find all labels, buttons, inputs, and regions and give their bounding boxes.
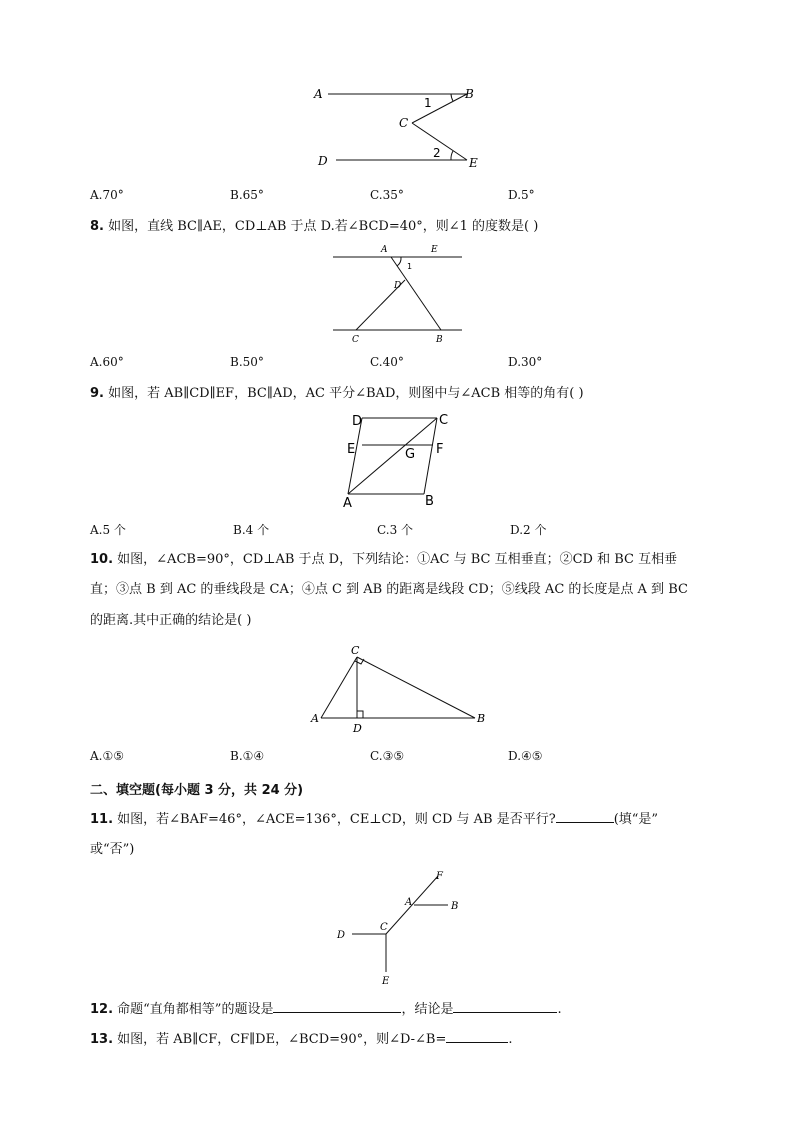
right-angle-d [357,711,363,718]
label-f: F [436,442,444,457]
label-a: A [381,245,388,255]
angle-2-arc [451,151,453,160]
q9-option-d[interactable]: D.2 个 [510,523,547,537]
q7-option-b[interactable]: B.65° [230,188,264,202]
label-c: C [380,922,388,933]
q9-option-a[interactable]: A.5 个 [90,523,126,537]
line-ac [348,418,437,494]
label-a: A [405,897,413,908]
q10-text-1: 如图，∠ACB=90°，CD⊥AB 于点 D，下列结论：①AC 与 BC 互相垂直；②CD 和 BC 互相垂 [113,552,678,567]
question-11-line-1 [90,805,710,835]
question-8 [90,212,710,242]
label-d: D [337,930,346,941]
label-a: A [343,496,352,511]
label-c: C [351,644,360,657]
question-13 [90,1025,710,1055]
label-e: E [431,245,438,255]
q10-text-2: 直；③点 B 到 AC 的垂线段是 CA；④点 C 到 AB 的距离是线段 CD；⑤线段 AC 的长度是点 A 到 BC [90,582,688,597]
label-c: C [352,335,359,345]
q8-option-b[interactable]: B.50° [230,355,264,369]
line-bc [412,94,467,123]
angle-1-arc [397,257,401,266]
q9-options [90,521,710,539]
q8-number: 8. [90,219,104,234]
q11-number: 11. [90,812,114,827]
label-c: C [399,116,409,130]
question-10-line-2 [90,575,710,605]
line-cb [357,657,475,718]
label-d: D [352,414,363,429]
figure-q9 [335,408,465,513]
q13-number: 13. [90,1032,114,1047]
label-b: B [465,87,474,101]
line-ac [321,657,357,718]
label-e: E [469,156,478,170]
q10-text-3: 的距离.其中正确的结论是( ) [90,613,252,628]
figure-q10 [305,640,495,735]
line-ab [391,257,441,330]
q12-premise-blank[interactable] [273,998,401,1013]
question-10-line-3 [90,606,710,636]
q11-answer-blank[interactable] [556,808,614,823]
label-d: D [318,154,328,168]
label-d: D [394,281,402,291]
q11-text-1: 如图，若∠BAF=46°，∠ACE=136°，CE⊥CD，则 CD 与 AB 是否平行? [113,812,556,827]
label-e: E [347,442,356,457]
q13-answer-blank[interactable] [446,1028,508,1043]
figure-q7 [300,80,500,175]
q11-text-1b: (填“是” [613,812,659,827]
label-g: G [405,447,416,462]
q9-number: 9. [90,386,104,401]
label-c: C [439,413,449,428]
figure-q11 [330,868,465,990]
label-angle-1: 1 [424,96,432,110]
label-d: D [353,722,362,735]
label-b: B [451,901,459,912]
question-10-line-1 [90,545,710,575]
q9-option-c[interactable]: C.3 个 [377,523,414,537]
label-e: E [382,976,390,987]
section-heading-fill-in: 二、填空题(每小题 3 分，共 24 分) [90,783,304,798]
q8-option-d[interactable]: D.30° [508,355,543,369]
figure-q8 [325,242,470,348]
q9-option-b[interactable]: B.4 个 [233,523,270,537]
question-12 [90,995,710,1025]
q9-text: 如图，若 AB∥CD∥EF，BC∥AD，AC 平分∠BAD，则图中与∠ACB 相等的角有( ) [103,386,584,401]
label-b: B [436,335,443,345]
label-angle-1: 1 [407,262,413,271]
q13-text-b: . [508,1032,513,1047]
q7-options [90,188,710,206]
label-f: F [436,871,443,882]
angle-1-arc [451,94,453,101]
label-angle-2: 2 [433,146,441,160]
q13-text-a: 如图，若 AB∥CF，CF∥DE，∠BCD=90°，则∠D-∠B= [113,1032,447,1047]
q10-option-a[interactable]: A.①⑤ [90,749,124,763]
q11-text-2: 或“否”) [90,842,135,857]
q8-option-c[interactable]: C.40° [370,355,404,369]
q12-text-a: 命题“直角都相等”的题设是 [113,1002,274,1017]
q7-option-d[interactable]: D.5° [508,188,535,202]
q8-options [90,355,710,373]
q8-option-a[interactable]: A.60° [90,355,124,369]
q7-option-c[interactable]: C.35° [370,188,404,202]
q10-option-d[interactable]: D.④⑤ [508,749,543,763]
q12-text-c: . [557,1002,562,1017]
label-b: B [477,712,486,725]
q12-text-b: ，结论是 [401,1002,454,1017]
label-a: A [311,712,319,725]
label-b: B [425,494,434,509]
q7-option-a[interactable]: A.70° [90,188,124,202]
q10-option-c[interactable]: C.③⑤ [370,749,405,763]
q12-conclusion-blank[interactable] [453,998,557,1013]
q8-text: 如图，直线 BC∥AE，CD⊥AB 于点 D.若∠BCD=40°，则∠1 的度数是( ) [103,219,539,234]
q10-number: 10. [90,552,114,567]
q10-options [90,749,710,767]
q12-number: 12. [90,1002,114,1017]
q10-option-b[interactable]: B.①④ [230,749,265,763]
question-11-line-2 [90,835,710,865]
label-a: A [314,87,323,101]
question-9 [90,379,710,409]
